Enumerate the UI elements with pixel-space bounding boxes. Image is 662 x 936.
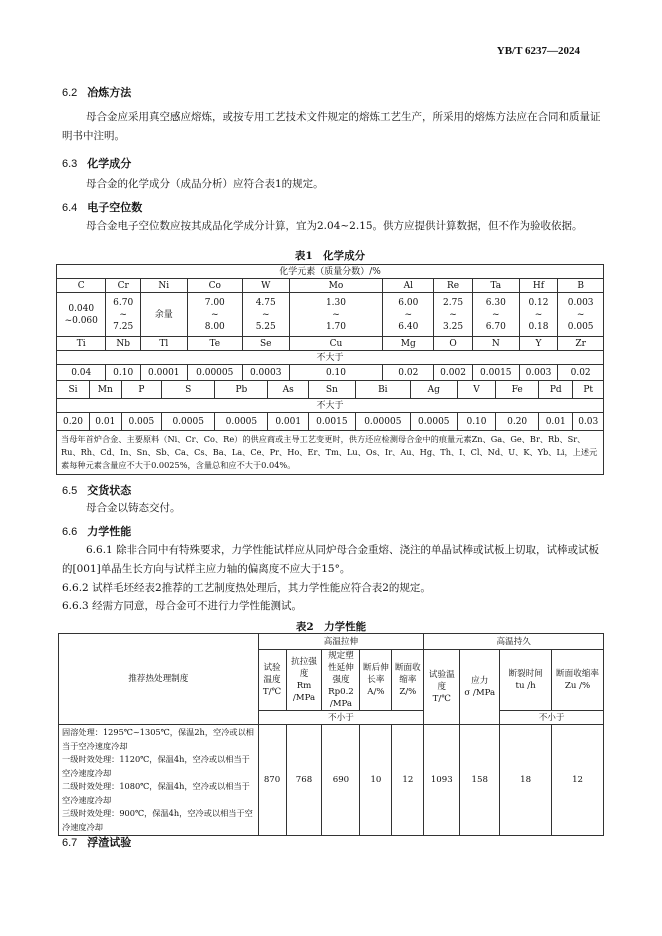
composition-range xyxy=(140,293,187,337)
section-6-7-heading: 6.7 浮渣试验 xyxy=(62,836,132,849)
section-6-2-heading: 6.2 冶炼方法 xyxy=(62,86,132,99)
cell-line: 强度 xyxy=(332,675,350,685)
cell-line: 固溶处理：1295℃~1305℃，保温2h，空冷或以相当于空冷速度冷却 xyxy=(62,727,254,751)
cell-line: 断面收缩率 xyxy=(556,669,600,679)
section-6-6-3-text: 6.6.3 经需方同意，母合金可不进行力学性能测试。 xyxy=(62,600,303,612)
section-6-3-heading: 6.3 化学成分 xyxy=(62,157,132,170)
section-6-2-text: 母合金应采用真空感应熔炼，或按专用工艺技术文件规定的熔炼工艺生产，所采用的熔炼方法应在合同和质量证明书中注明。 xyxy=(62,111,601,142)
chemical-composition-table xyxy=(56,264,604,475)
element-symbol: Ni xyxy=(140,279,187,293)
value-cell: 870 xyxy=(258,725,286,836)
composition-range-part: 6.40 xyxy=(398,321,419,332)
cell-line: Z/% xyxy=(399,687,417,697)
section-6-3-text: 母合金的化学成分（成品分析）应符合表1的规定。 xyxy=(86,178,324,190)
heat-treatment-procedure xyxy=(59,725,259,836)
composition-range-part: 6.70 xyxy=(485,321,506,332)
element-symbol: Mo xyxy=(289,279,383,293)
max-content-value: 0.0001 xyxy=(140,365,187,381)
header-rupture-time xyxy=(500,650,552,711)
max-content-value: 0.0005 xyxy=(215,413,268,431)
max-content-value: 0.10 xyxy=(457,413,496,431)
cell-line: 断面收 xyxy=(394,663,421,673)
section-6-6-2-text: 6.6.2 试样毛坯经表2推荐的工艺制度热处理后，其力学性能应符合表2的规定。 xyxy=(62,582,431,594)
header-test-temp xyxy=(258,650,286,711)
header-rupture-reduction xyxy=(552,650,604,711)
composition-range xyxy=(472,293,519,337)
composition-range-part: 0.005 xyxy=(567,321,594,332)
value-cell: 12 xyxy=(392,725,424,836)
element-symbol: S xyxy=(162,381,215,399)
max-content-value: 0.00005 xyxy=(355,413,410,431)
element-symbol: Bi xyxy=(355,381,410,399)
max-content-value: 0.02 xyxy=(383,365,434,381)
max-content-value: 0.005 xyxy=(121,413,161,431)
element-symbol: Mn xyxy=(89,381,121,399)
cell-line: Zu /% xyxy=(564,681,591,691)
section-6-6-1-text: 6.6.1 除非合同中有特殊要求，力学性能试样应从同炉母合金重熔、浇注的单晶试棒或试板上切取，试棒或试板的[001]单晶生长方向与试样主应力轴的偏离度不应大于15°。 xyxy=(62,544,600,575)
header-stress xyxy=(460,650,500,725)
element-symbol: Si xyxy=(57,381,90,399)
header-high-temp-rupture: 高温持久 xyxy=(424,634,604,650)
header-elongation xyxy=(360,650,392,711)
value-cell: 158 xyxy=(460,725,500,836)
composition-range xyxy=(187,293,242,337)
cell-line: 抗拉强 xyxy=(291,657,317,667)
value-cell: 12 xyxy=(552,725,604,836)
composition-range-part: 1.70 xyxy=(325,321,346,332)
composition-range-part: 0.18 xyxy=(528,321,549,332)
not-more-than-label: 不大于 xyxy=(57,351,604,365)
element-symbol: Nb xyxy=(106,337,140,351)
element-symbol: Re xyxy=(434,279,473,293)
mechanical-properties-table xyxy=(58,633,604,836)
element-symbol: Cr xyxy=(106,279,140,293)
composition-range xyxy=(289,293,383,337)
rupture-not-less: 不小于 xyxy=(500,711,604,725)
cell-line: Rp0.2 /MPa xyxy=(328,687,354,709)
value-cell: 10 xyxy=(360,725,392,836)
composition-range-part: 3.25 xyxy=(443,321,464,332)
cell-line: 缩率 xyxy=(399,675,417,685)
element-symbol: Y xyxy=(519,337,558,351)
max-content-value: 0.10 xyxy=(289,365,383,381)
composition-range xyxy=(558,293,604,337)
composition-range-part: ~0.060 xyxy=(64,315,98,326)
element-symbol: W xyxy=(242,279,289,293)
header-reduction-area xyxy=(392,650,424,711)
composition-range-part: 2.75 xyxy=(443,297,464,308)
composition-range xyxy=(434,293,473,337)
max-content-value: 0.00005 xyxy=(187,365,242,381)
max-content-value: 0.001 xyxy=(268,413,308,431)
not-more-than-label: 不大于 xyxy=(57,399,604,413)
tensile-not-less: 不小于 xyxy=(258,711,424,725)
element-symbol: Co xyxy=(187,279,242,293)
cell-line: σ /MPa xyxy=(464,688,496,698)
cell-line: 温度 xyxy=(263,675,281,685)
composition-range xyxy=(383,293,434,337)
element-symbol: P xyxy=(121,381,161,399)
section-6-4-heading: 6.4 电子空位数 xyxy=(62,201,143,214)
composition-range-part: 余量 xyxy=(154,309,173,320)
composition-range-part: ~ xyxy=(492,309,500,320)
composition-range-part: ~ xyxy=(534,309,543,320)
table-1-group-header: 化学元素（质量分数）/% xyxy=(57,265,604,279)
cell-line: 二级时效处理：1080℃，保温4h，空冷或以相当于空冷速度冷却 xyxy=(62,781,250,805)
max-content-value: 0.002 xyxy=(434,365,473,381)
standard-number: YB/T 6237—2024 xyxy=(496,45,580,57)
element-symbol: Cu xyxy=(289,337,383,351)
element-symbol: Hf xyxy=(519,279,558,293)
composition-range-part: 0.12 xyxy=(528,297,549,308)
max-content-value: 0.003 xyxy=(519,365,558,381)
composition-range-part: 1.30 xyxy=(325,297,346,308)
element-symbol: Fe xyxy=(496,381,539,399)
value-cell: 690 xyxy=(322,725,360,836)
cell-line: 应力 xyxy=(471,676,489,686)
cell-line: 性延伸 xyxy=(328,663,354,673)
element-symbol: Se xyxy=(242,337,289,351)
cell-line: 长率 xyxy=(367,675,385,685)
cell-line: tu /h xyxy=(515,681,536,691)
element-symbol: Pb xyxy=(215,381,268,399)
element-symbol: V xyxy=(457,381,496,399)
value-cell: 768 xyxy=(286,725,322,836)
section-6-4-text: 母合金电子空位数应按其成品化学成分计算，宜为2.04~2.15。供方应提供计算数据，但不作为验收依据。 xyxy=(86,220,583,232)
composition-range-part: 5.25 xyxy=(255,321,276,332)
header-rm xyxy=(286,650,322,711)
section-6-5-text: 母合金以铸态交付。 xyxy=(86,502,181,514)
composition-range-part: ~ xyxy=(119,309,127,320)
cell-line: A/% xyxy=(367,687,385,697)
composition-range-part: 0.003 xyxy=(567,297,594,308)
max-content-value: 0.03 xyxy=(573,413,604,431)
element-symbol: Ag xyxy=(410,381,457,399)
composition-range xyxy=(106,293,140,337)
element-symbol: Ta xyxy=(472,279,519,293)
cell-line: 试验 xyxy=(263,663,281,673)
element-symbol: Zr xyxy=(558,337,604,351)
header-high-temp-tensile: 高温拉伸 xyxy=(258,634,424,650)
table-2-caption: 表2 力学性能 xyxy=(295,621,367,633)
composition-range-part: ~ xyxy=(404,309,413,320)
composition-range-part: ~ xyxy=(576,309,585,320)
element-symbol: B xyxy=(558,279,604,293)
cell-line: T/℃ xyxy=(432,694,451,704)
element-symbol: Sn xyxy=(308,381,355,399)
composition-range-part: 6.30 xyxy=(485,297,506,308)
element-symbol: Pd xyxy=(539,381,573,399)
value-cell: 18 xyxy=(500,725,552,836)
max-content-value: 0.20 xyxy=(496,413,539,431)
composition-range-part: 7.25 xyxy=(113,321,134,332)
composition-range-part: ~ xyxy=(332,309,340,320)
header-heat-treatment: 推荐热处理制度 xyxy=(59,634,259,725)
cell-line: 断后伸 xyxy=(363,663,389,673)
header-rp02 xyxy=(322,650,360,711)
cell-line: 度 xyxy=(437,682,447,692)
composition-range-part: 8.00 xyxy=(204,321,225,332)
max-content-value: 0.01 xyxy=(539,413,573,431)
element-symbol: O xyxy=(434,337,473,351)
composition-range-part: 6.00 xyxy=(398,297,419,308)
composition-range-part: 0.040 xyxy=(68,303,95,314)
section-6-6-heading: 6.6 力学性能 xyxy=(62,525,132,538)
cell-line: 试验温 xyxy=(428,670,455,680)
element-symbol: C xyxy=(57,279,106,293)
cell-line: 三级时效处理：900℃，保温4h，空冷或以相当于空冷速度冷却 xyxy=(62,808,253,832)
composition-range-part: 4.75 xyxy=(255,297,276,308)
cell-line: 断裂时间 xyxy=(508,669,543,679)
composition-range-part: 7.00 xyxy=(204,297,225,308)
cell-line: 度 xyxy=(299,669,309,679)
composition-range xyxy=(519,293,558,337)
max-content-value: 0.20 xyxy=(57,413,90,431)
max-content-value: 0.0005 xyxy=(410,413,457,431)
element-symbol: Te xyxy=(187,337,242,351)
max-content-value: 0.0015 xyxy=(472,365,519,381)
table-1-caption: 表1 化学成分 xyxy=(294,250,366,262)
element-symbol: Pt xyxy=(573,381,604,399)
composition-range-part: ~ xyxy=(261,309,270,320)
max-content-value: 0.0015 xyxy=(308,413,355,431)
element-symbol: Tl xyxy=(140,337,187,351)
composition-range-part: 6.70 xyxy=(113,297,134,308)
max-content-value: 0.0003 xyxy=(242,365,289,381)
cell-line: Rm /MPa xyxy=(292,681,316,703)
section-6-5-heading: 6.5 交货状态 xyxy=(62,484,132,497)
trace-element-note: 当母年首炉合金、主要原料（Ni、Cr、Co、Re）的供应商或主导工艺变更时，供方还应检测母合金中的痕量元素Zn、Ga、Ge、Br、Rb、Sr、Ru、Rh、Cd、In、Sn、Sb、Ca、Cs、Ba、La、Ce、Pr、Ho、Er、Tm、Lu、Os、Ir、Au、Hg、Th、I、Cl、Nd、U、K、Yb、Li，上述元素每种元素含量应不大于0.0025%，含量总和应不大于0.04%。 xyxy=(57,431,604,475)
element-symbol: Al xyxy=(383,279,434,293)
element-symbol: Ti xyxy=(57,337,106,351)
composition-range-part: ~ xyxy=(449,309,457,320)
composition-range xyxy=(57,293,106,337)
header-rupture-test-temp xyxy=(424,650,460,725)
element-symbol: N xyxy=(472,337,519,351)
cell-line: T/℃ xyxy=(262,687,282,697)
cell-line: 一级时效处理：1120℃，保温4h，空冷或以相当于空冷速度冷却 xyxy=(62,754,250,778)
composition-range-part: ~ xyxy=(210,309,219,320)
max-content-value: 0.10 xyxy=(106,365,140,381)
max-content-value: 0.0005 xyxy=(162,413,215,431)
max-content-value: 0.04 xyxy=(57,365,106,381)
value-cell: 1093 xyxy=(424,725,460,836)
max-content-value: 0.01 xyxy=(89,413,121,431)
composition-range xyxy=(242,293,289,337)
element-symbol: As xyxy=(268,381,308,399)
cell-line: 规定塑 xyxy=(328,651,354,661)
max-content-value: 0.02 xyxy=(558,365,604,381)
element-symbol: Mg xyxy=(383,337,434,351)
